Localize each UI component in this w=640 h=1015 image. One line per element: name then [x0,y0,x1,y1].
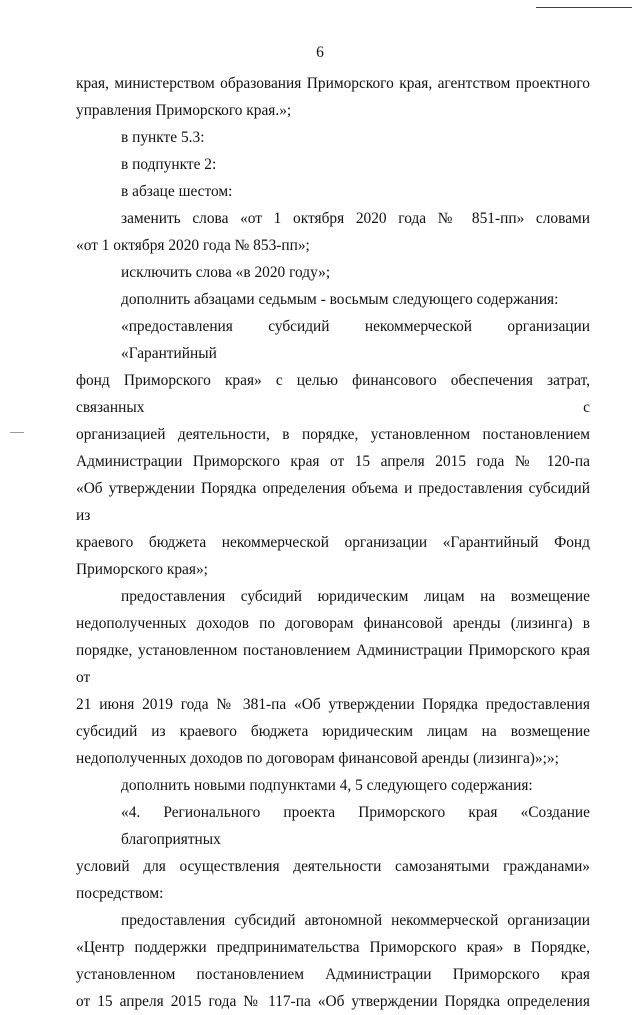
text-line: дополнить новыми подпунктами 4, 5 следующего содержания: [121,777,533,794]
text-line: от 15 апреля 2015 года № 117-па «Об утверждении Порядка определения [76,993,590,1010]
text-line: в подпункте 2: [121,156,217,173]
text-line: Администрации Приморского края от 15 апреля 2015 года № 120-па [76,453,590,470]
text-line: Приморского края»; [76,561,208,578]
text-line: организацией деятельности, в порядке, установленном постановлением [76,426,590,443]
text-line: в пункте 5.3: [121,129,205,146]
text-line: 21 июня 2019 года № 381-па «Об утверждении Порядка предоставления [76,696,590,713]
text-line: посредством: [76,885,164,902]
text-line: управления Приморского края.»; [76,102,292,119]
text-line: «Об утверждении Порядка определения объема и предоставления субсидий из [76,480,590,524]
text-line: условий для осуществления деятельности самозанятыми гражданами» [76,858,590,875]
text-line: края, министерством образования Приморского края, агентством проектного [76,75,590,92]
text-line: предоставления субсидий автономной некоммерческой организации [121,912,590,929]
page-number: 6 [316,44,324,61]
text-line: установленном постановлением Администрации Приморского края [76,966,590,983]
text-line: порядке, установленном постановлением Администрации Приморского края от [76,642,590,686]
text-line: исключить слова «в 2020 году»; [121,264,331,281]
text-line: заменить слова «от 1 октября 2020 года № 851-пп» словами [121,210,590,227]
text-line: краевого бюджета некоммерческой организации «Гарантийный Фонд [76,534,590,551]
text-line: «4. Регионального проекта Приморского края «Создание благоприятных [121,804,590,848]
margin-mark [10,432,24,433]
text-line: «от 1 октября 2020 года № 853-пп»; [76,237,310,254]
text-line: «предоставления субсидий некоммерческой организации «Гарантийный [121,318,590,362]
text-line: недополученных доходов по договорам финансовой аренды (лизинга) в [76,615,590,632]
text-line: субсидий из краевого бюджета юридическим лицам на возмещение [76,723,590,740]
text-line: дополнить абзацами седьмым - восьмым следующего содержания: [121,291,559,308]
text-line: фонд Приморского края» с целью финансового обеспечения затрат, связанных с [76,372,590,416]
text-line: в абзаце шестом: [121,183,233,200]
text-line: предоставления субсидий юридическим лицам на возмещение [121,588,590,605]
text-line: недополученных доходов по договорам финансовой аренды (лизинга)»;»; [76,750,559,767]
document-body [76,70,590,1015]
header-rule [536,7,632,8]
text-line: «Центр поддержки предпринимательства Приморского края» в Порядке, [76,939,590,956]
